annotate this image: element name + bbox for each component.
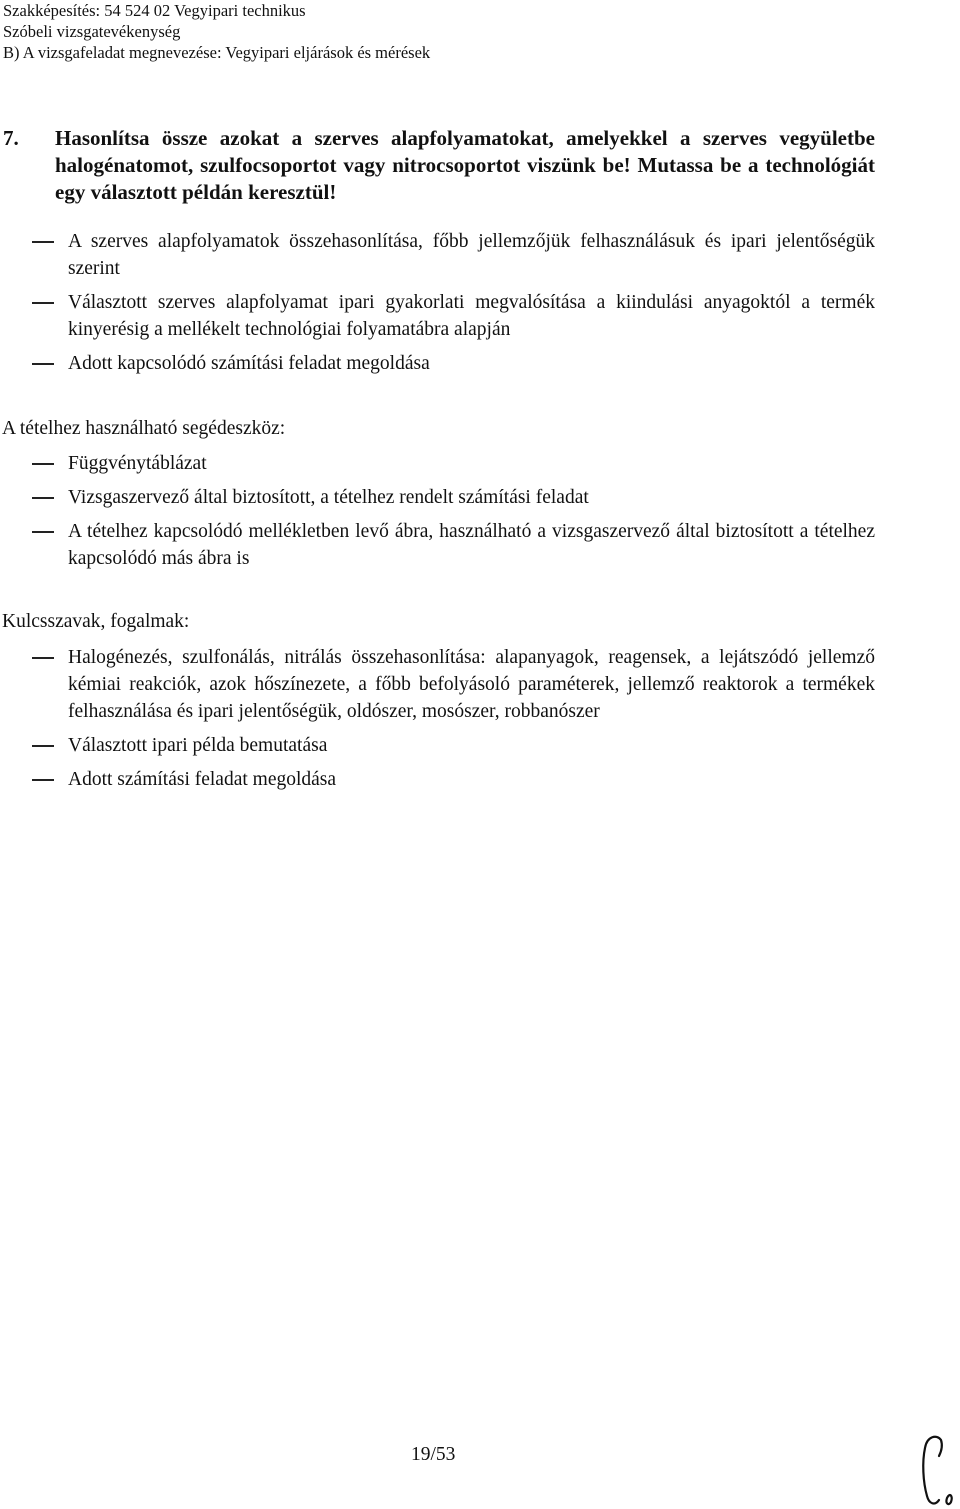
list-item-text: Vizsgaszervező által biztosított, a tételhez rendelt számítási feladat (68, 487, 589, 508)
list-item (0, 228, 875, 282)
list-item-text: Adott számítási feladat megoldása (68, 769, 337, 790)
dash-bullet (32, 497, 54, 499)
tools-list (0, 450, 875, 572)
dash-bullet (32, 657, 54, 659)
list-item (0, 450, 875, 477)
list-item (0, 484, 875, 511)
tools-label: A tételhez használható segédeszköz: (2, 418, 286, 439)
list-item (0, 518, 875, 572)
list-item (0, 766, 875, 793)
list-item-text: Függvénytáblázat (68, 453, 207, 474)
task-list (0, 228, 875, 377)
list-item-text: Választott ipari példa bemutatása (68, 735, 328, 756)
list-item-text: Választott szerves alapfolyamat ipari gyakorlati megvalósítása a kiindulási anyagoktól a termék kinyerésig a mellékelt technológiai folyamatábra alapján (68, 292, 875, 340)
dash-bullet (32, 363, 54, 365)
header-qualification: Szakképesítés: 54 524 02 Vegyipari technikus (3, 1, 306, 20)
page-header (3, 0, 430, 63)
page-number: 19/53 (411, 1444, 456, 1465)
list-item-text: Adott kapcsolódó számítási feladat megoldása (68, 353, 430, 374)
keywords-list (0, 644, 875, 793)
list-item-text: A szerves alapfolyamatok összehasonlítása, főbb jellemzőjük felhasználásuk és ipari jelentőségük szerint (68, 231, 875, 279)
question (3, 125, 875, 206)
list-item (0, 644, 875, 725)
list-item (0, 289, 875, 343)
header-task-name: B) A vizsgafeladat megnevezése: Vegyipari eljárások és mérések (3, 43, 431, 62)
list-item-text: A tételhez kapcsolódó mellékletben levő ábra, használható a vizsgaszervező által biztosított a tételhez kapcsolódó más ábra is (68, 521, 875, 569)
list-item (0, 732, 875, 759)
handwritten-signature (917, 1432, 959, 1508)
list-item-text: Halogénezés, szulfonálás, nitrálás összehasonlítása: alapanyagok, reagensek, a lejátszódó jellemző kémiai reakciók, azok hőszínezete, a főbb befolyásoló paraméterek, jellemző reaktorok a termékek felhasználása és ipari jelentőségük, oldószer, mosószer, robbanószer (68, 647, 875, 722)
dash-bullet (32, 531, 54, 533)
keywords-label: Kulcsszavak, fogalmak: (2, 611, 190, 632)
dash-bullet (32, 241, 54, 243)
dash-bullet (32, 745, 54, 747)
question-text: Hasonlítsa össze azokat a szerves alapfolyamatokat, amelyekkel a szerves vegyületbe halogénatomot, szulfocsoportot vagy nitrocsoportot viszünk be! Mutassa be a technológiát egy választott példán keresztül! (55, 126, 875, 204)
dash-bullet (32, 463, 54, 465)
dash-bullet (32, 302, 54, 304)
list-item (0, 350, 875, 377)
header-exam-activity: Szóbeli vizsgatevékenység (3, 22, 181, 41)
question-number: 7. (3, 126, 19, 150)
dash-bullet (32, 779, 54, 781)
